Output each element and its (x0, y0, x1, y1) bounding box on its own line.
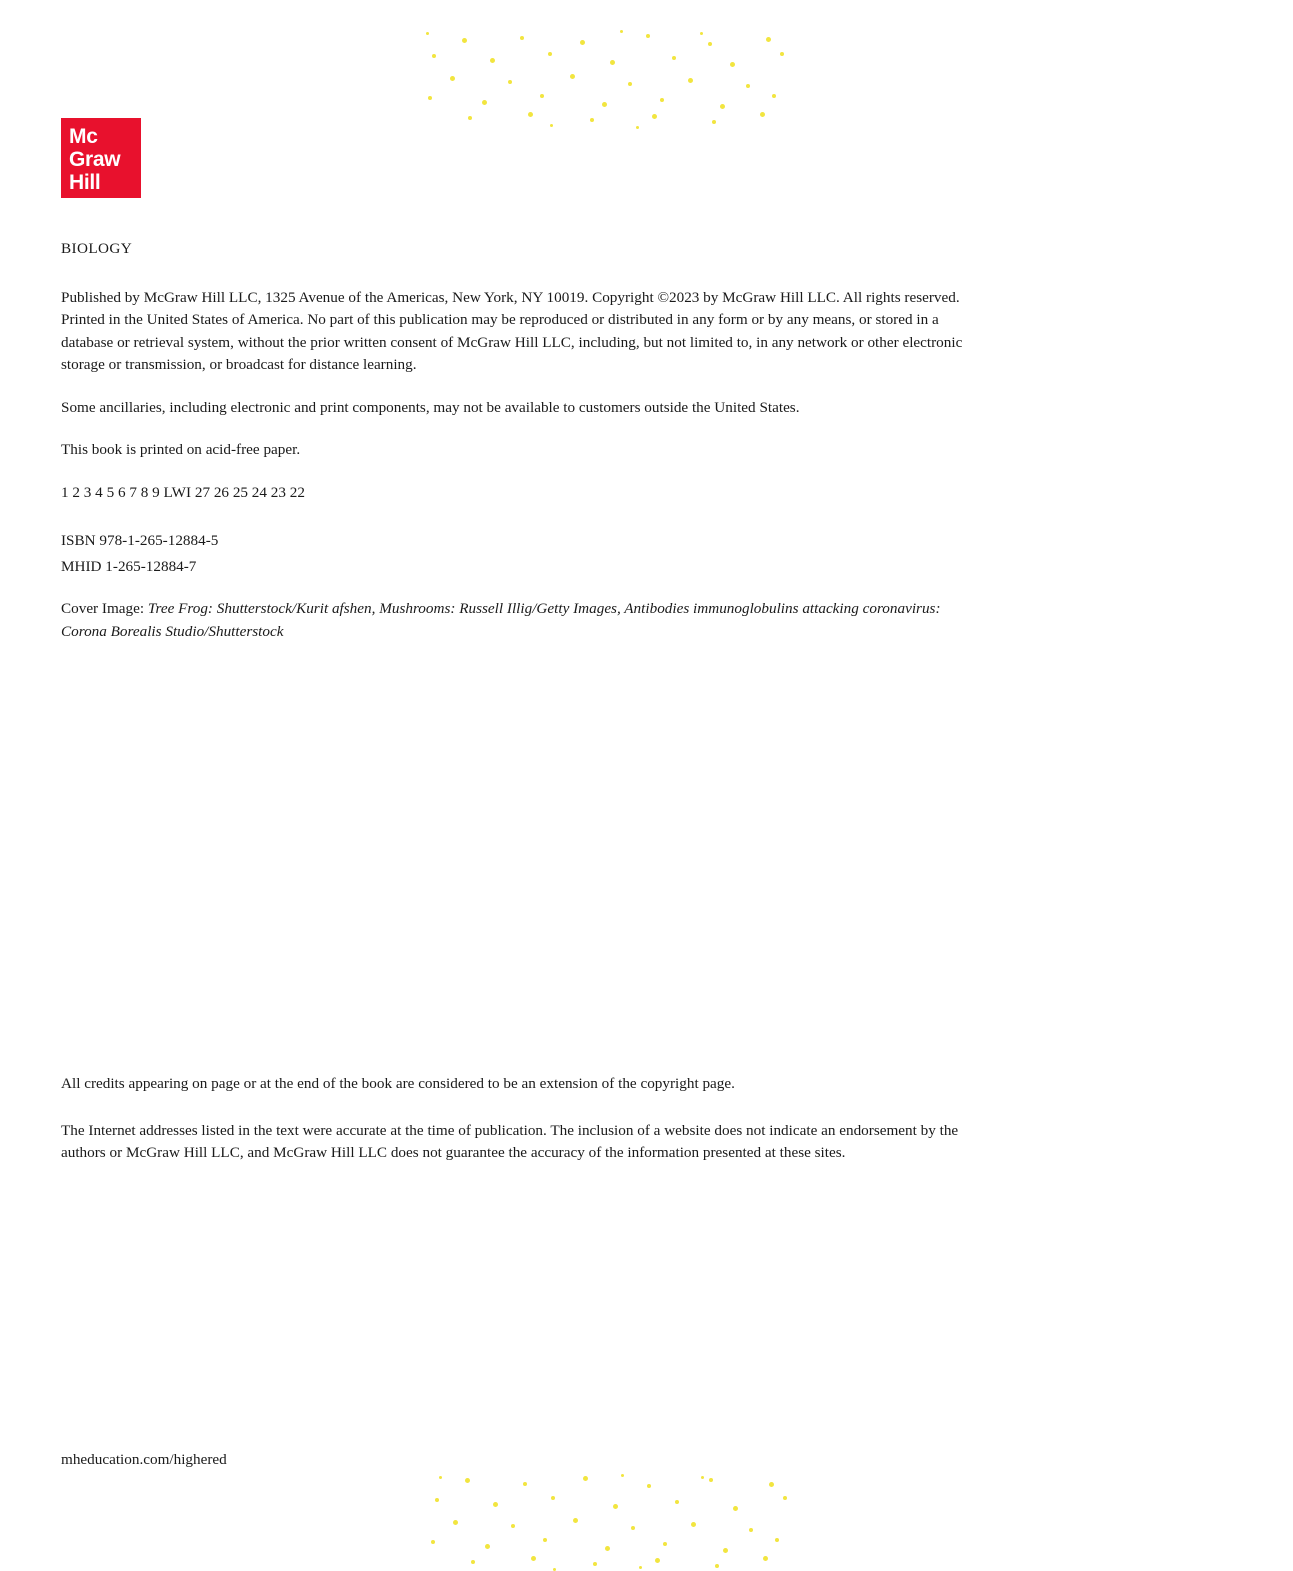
decorative-dot (573, 1518, 578, 1523)
decorative-dot (675, 1500, 679, 1504)
decorative-dot (511, 1524, 515, 1528)
decorative-dot (733, 1506, 738, 1511)
ancillaries-paragraph: Some ancillaries, including electronic and print components, may not be available to customers outside the United States. (61, 398, 800, 416)
logo-line-1: Mc (69, 125, 98, 148)
decorative-dot (520, 36, 524, 40)
decorative-dot (465, 1478, 470, 1483)
decorative-dot (531, 1556, 536, 1561)
decorative-dot (655, 1558, 660, 1563)
decorative-dot (720, 104, 725, 109)
mcgraw-hill-logo (61, 118, 141, 198)
decorative-dot (780, 52, 784, 56)
decorative-dot (590, 118, 594, 122)
decorative-dot (583, 1476, 588, 1481)
decorative-dot (709, 1478, 713, 1482)
isbn-line: ISBN 978-1-265-12884-5 (61, 532, 219, 549)
decorative-dot (485, 1544, 490, 1549)
decorative-dot (647, 1484, 651, 1488)
decorative-dot (620, 30, 623, 33)
decorative-dot (432, 54, 436, 58)
copyright-content (61, 238, 981, 663)
decorative-dot (471, 1560, 475, 1564)
printing-line: 1 2 3 4 5 6 7 8 9 LWI 27 26 25 24 23 22 (61, 483, 305, 501)
decorative-dot (528, 112, 533, 117)
decorative-dots-bottom (425, 1470, 795, 1565)
lower-content (61, 1073, 981, 1189)
decorative-dot (613, 1504, 618, 1509)
decorative-dot (540, 94, 544, 98)
decorative-dot (746, 84, 750, 88)
decorative-dot (723, 1548, 728, 1553)
decorative-dots-top (420, 28, 790, 113)
decorative-dot (523, 1482, 527, 1486)
decorative-dot (749, 1528, 753, 1532)
decorative-dot (628, 82, 632, 86)
copyright-paragraph: Published by McGraw Hill LLC, 1325 Avenue of the Americas, New York, NY 10019. Copyright ©2023 by McGraw Hill LLC. All rights reserved. Printed in the United States of America. No part of this publication may be reproduced or distributed in any form or by any means, or stored in a database or retrieval system, without the prior written consent of McGraw Hill LLC, including, but not limited to, in any network or other electronic storage or transmission, or broadcast for distance learning. (61, 288, 963, 373)
credits-paragraph: All credits appearing on page or at the end of the book are considered to be an extension of the copyright page. (61, 1075, 735, 1092)
book-title: BIOLOGY (61, 240, 133, 257)
decorative-dot (543, 1538, 547, 1542)
decorative-dot (691, 1522, 696, 1527)
decorative-dot (468, 116, 472, 120)
decorative-dot (550, 124, 553, 127)
decorative-dot (551, 1496, 555, 1500)
cover-image-label: Cover Image: (61, 600, 148, 617)
decorative-dot (772, 94, 776, 98)
decorative-dot (426, 32, 429, 35)
decorative-dot (672, 56, 676, 60)
acid-free-paragraph: This book is printed on acid-free paper. (61, 441, 301, 458)
decorative-dot (646, 34, 650, 38)
decorative-dot (435, 1498, 439, 1502)
decorative-dot (428, 96, 432, 100)
decorative-dot (602, 102, 607, 107)
decorative-dot (508, 80, 512, 84)
decorative-dot (490, 58, 495, 63)
cover-image-credits: Tree Frog: Shutterstock/Kurit afshen, Mushrooms: Russell Illig/Getty Images, Antibodies immunoglobulins attacking coronavirus: Corona Borealis Studio/Shutterstock (61, 600, 941, 640)
decorative-dot (700, 32, 703, 35)
footer-url[interactable]: mheducation.com/highered (61, 1451, 227, 1468)
decorative-dot (462, 38, 467, 43)
decorative-dot (769, 1482, 774, 1487)
decorative-dot (688, 78, 693, 83)
decorative-dot (548, 52, 552, 56)
decorative-dot (605, 1546, 610, 1551)
decorative-dot (610, 60, 615, 65)
decorative-dot (760, 112, 765, 117)
internet-paragraph: The Internet addresses listed in the text were accurate at the time of publication. The inclusion of a website does not indicate an endorsement by the authors or McGraw Hill LLC, and McGraw Hill LLC does not guarantee the accuracy of the information presented at these sites. (61, 1121, 959, 1161)
logo-line-2: Graw (69, 148, 121, 171)
decorative-dot (482, 100, 487, 105)
cover-image-credit (61, 598, 981, 643)
decorative-dot (439, 1476, 442, 1479)
decorative-dot (593, 1562, 597, 1566)
decorative-dot (783, 1496, 787, 1500)
decorative-dot (701, 1476, 704, 1479)
decorative-dot (621, 1474, 624, 1477)
decorative-dot (450, 76, 455, 81)
decorative-dot (712, 120, 716, 124)
decorative-dot (708, 42, 712, 46)
decorative-dot (766, 37, 771, 42)
decorative-dot (570, 74, 575, 79)
decorative-dot (453, 1520, 458, 1525)
decorative-dot (663, 1542, 667, 1546)
mhid-line: MHID 1-265-12884-7 (61, 557, 197, 575)
decorative-dot (775, 1538, 779, 1542)
decorative-dot (636, 126, 639, 129)
decorative-dot (639, 1566, 642, 1569)
decorative-dot (631, 1526, 635, 1530)
decorative-dot (431, 1540, 435, 1544)
decorative-dot (580, 40, 585, 45)
decorative-dot (730, 62, 735, 67)
decorative-dot (652, 114, 657, 119)
decorative-dot (493, 1502, 498, 1507)
decorative-dot (763, 1556, 768, 1561)
logo-line-3: Hill (69, 171, 101, 194)
decorative-dot (660, 98, 664, 102)
